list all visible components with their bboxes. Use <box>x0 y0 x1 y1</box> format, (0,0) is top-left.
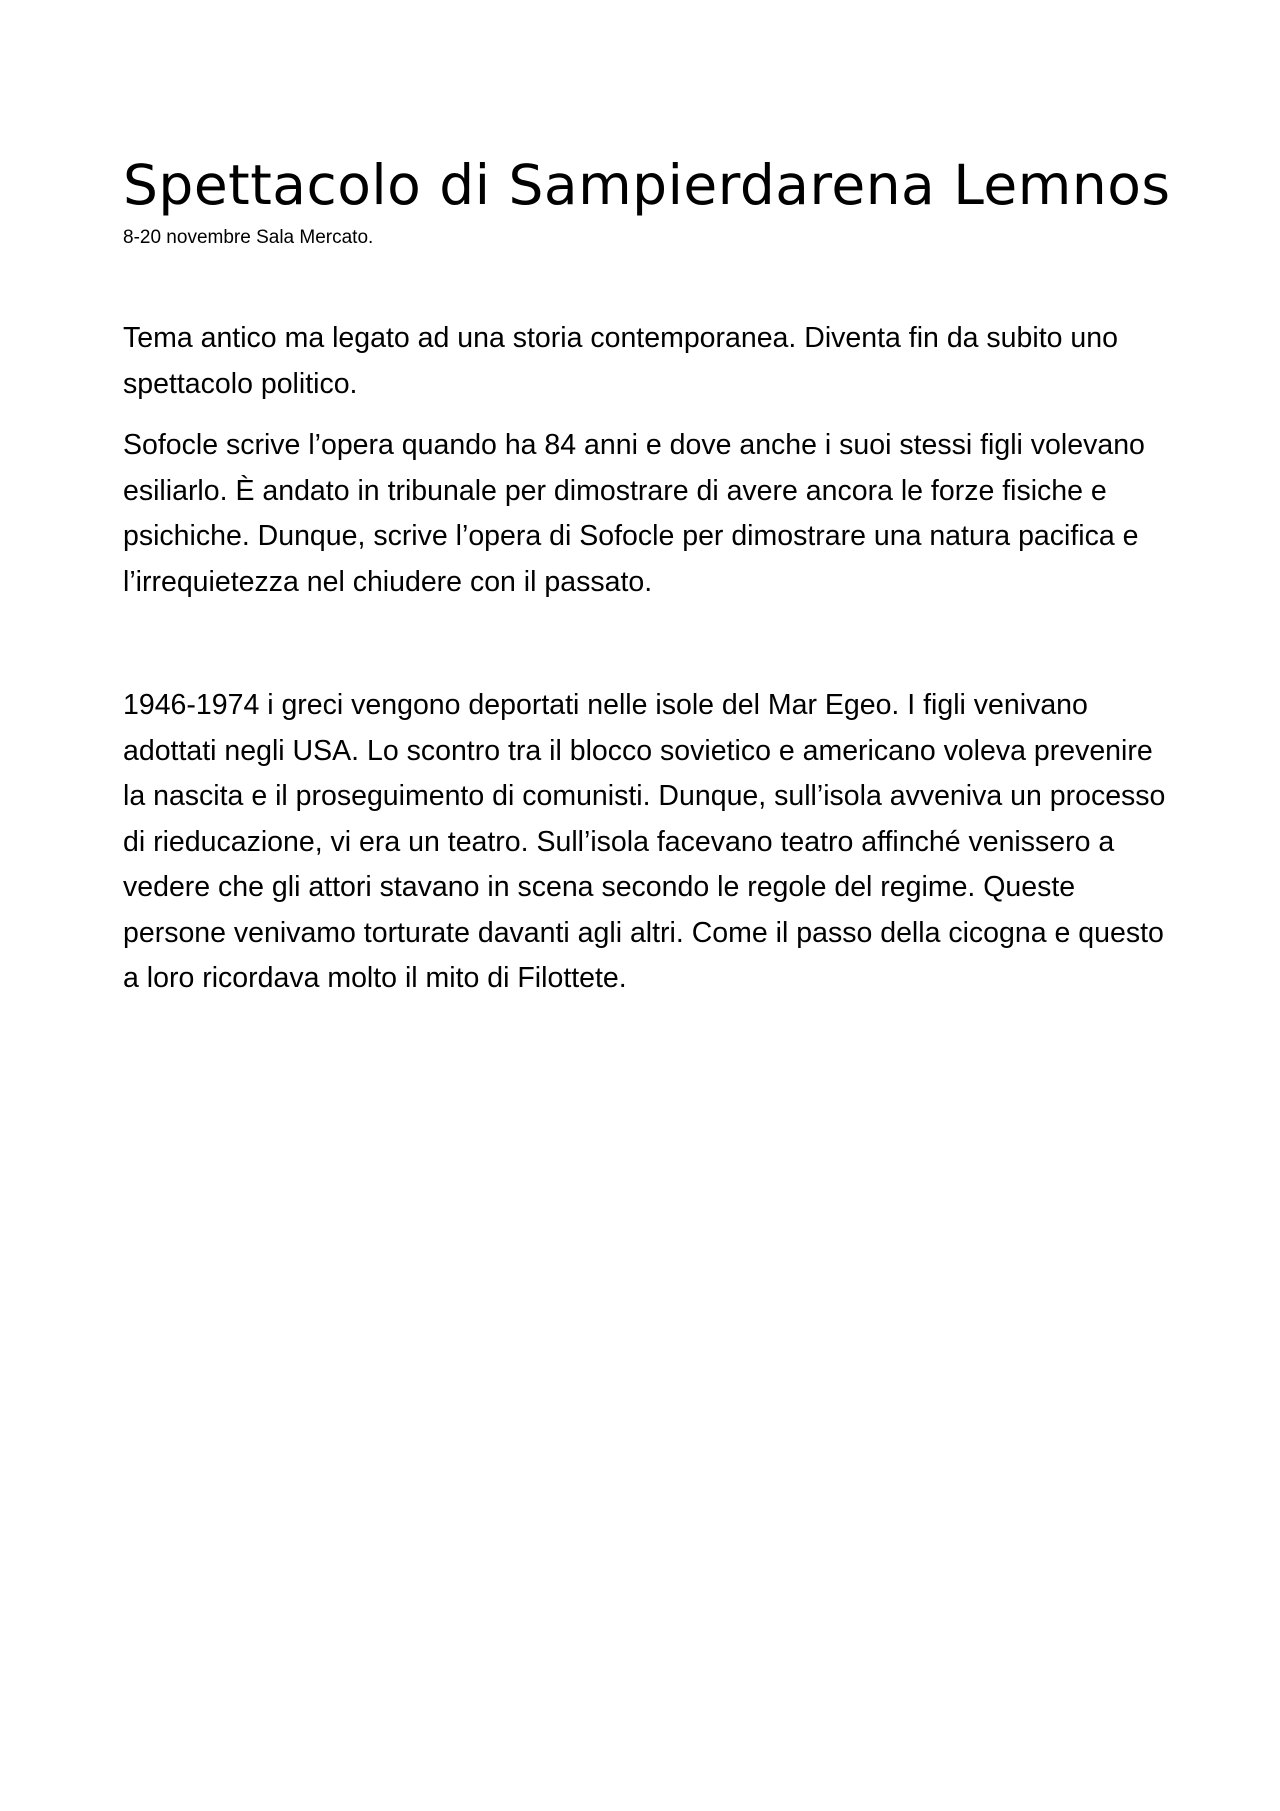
document-subtitle: 8-20 novembre Sala Mercato. <box>123 227 374 248</box>
document-page <box>123 150 1173 1002</box>
paragraph-2: Sofocle scrive l’opera quando ha 84 anni e dove anche i suoi stessi figli volevano esiliarlo. È andato in tribunale per dimostrare di avere ancora le forze fisiche e psichiche. Dunque, scrive l’opera di Sofocle per dimostrare una natura pacifica e l’irrequietezza nel chiudere con il passato. <box>123 429 1145 598</box>
document-title: Spettacolo di Sampierdarena Lemnos <box>123 153 1171 217</box>
paragraph-1: Tema antico ma legato ad una storia contemporanea. Diventa fin da subito uno spettacolo politico. <box>123 322 1118 400</box>
paragraph-3: 1946-1974 i greci vengono deportati nelle isole del Mar Egeo. I figli venivano adottati negli USA. Lo scontro tra il blocco sovietico e americano voleva prevenire la nascita e il proseguimento di comunisti. Dunque, sull’isola avveniva un processo di rieducazione, vi era un teatro. Sull’isola facevano teatro affinché venissero a vedere che gli attori stavano in scena secondo le regole del regime. Queste persone venivamo torturate davanti agli altri. Come il passo della cicogna e questo a loro ricordava molto il mito di Filottete. <box>123 689 1166 994</box>
